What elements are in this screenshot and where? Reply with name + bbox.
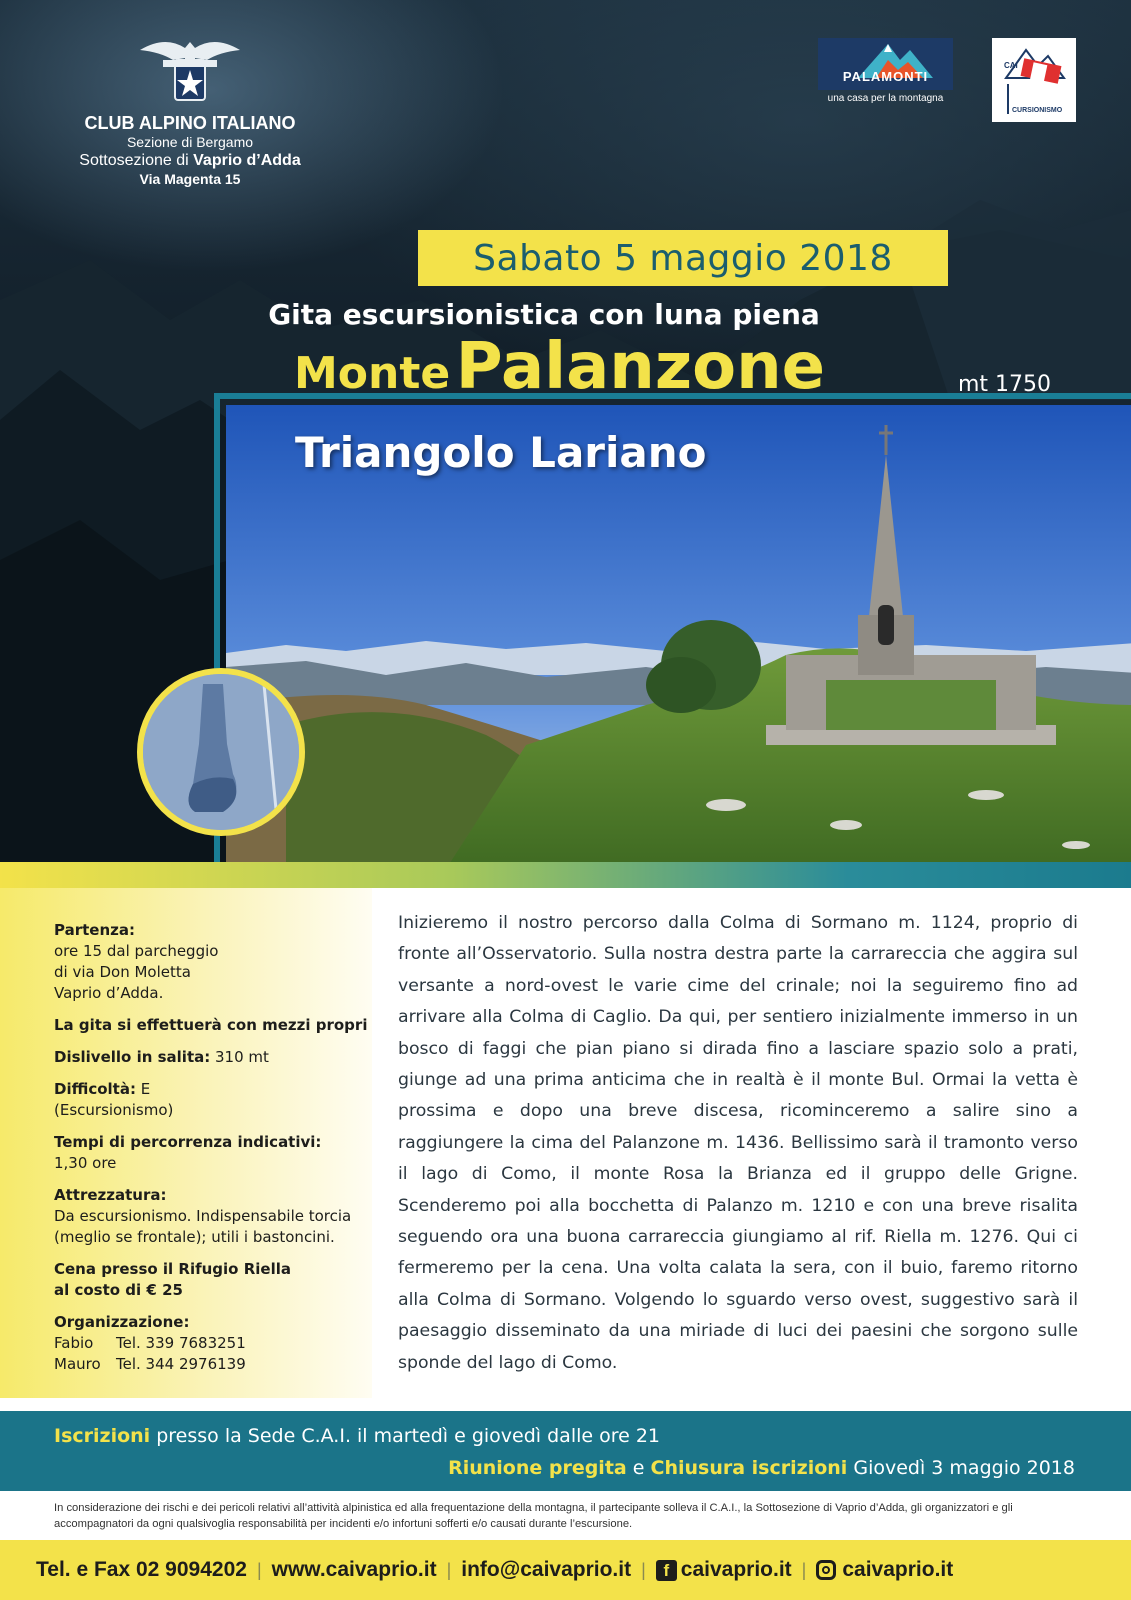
org-subsection: Sottosezione di Vaprio d’Adda	[79, 152, 301, 169]
org-section: Sezione di Bergamo	[126, 134, 254, 150]
dislivello-info: Dislivello in salita: 310 mt	[54, 1048, 269, 1066]
registration-banner	[0, 1411, 1131, 1491]
separator: |	[641, 1559, 646, 1580]
svg-text:CURSIONISMO: CURSIONISMO	[1012, 107, 1063, 114]
facebook-link[interactable]: caivaprio.it	[680, 1558, 792, 1581]
palamonti-logo: PALAMONTI una casa per la montagna	[818, 38, 953, 110]
organizzazione-info: Organizzazione: Fabio Tel. 339 7683251 Mauro Tel. 344 2976139	[54, 1312, 372, 1375]
event-title-big: Palanzone	[455, 330, 826, 404]
difficolta-info: Difficoltà: E (Escursionismo)	[54, 1080, 174, 1119]
cai-escursionismo-logo	[992, 38, 1076, 122]
route-description: Inizieremo il nostro percorso dalla Colma di Sormano m. 1124, proprio di fronte all’Osservatorio. Sulla nostra destra parte la carrareccia che aggira sul versante a nord-ovest le varie cime del crinale; noi la seguiremo fino ad arrivare alla Colma di Caglio. Da qui, per sentiero inizialmente immerso in un bosco di faggi che pian piano si dirada fino a lasciare spazio solo a prati, giunge ad una prima anticima che in realtà è il monte Bul. Ormai la vetta è prossima e dopo una breve discesa, ricominceremo a salire sino a raggiungere la cima del Palanzone m. 1436. Bellissimo sarà il tramonto verso il lago di Como, il monte Rosa la Brianza ed il gruppo delle Grigne. Scenderemo poi alla bocchetta di Palanzo m. 1210 e con una breve risalita seguendo ora una buona carrareccia giungiamo al rif. Riella m. 1276. Qui ci fermeremo per la cena. Una volta calata la sera, con il buio, faremo ritorno alla Colma di Sormano. Volgendo lo sguardo verso ovest, suggestivo sarà il paesaggio disseminato da una miriade di luci dei paesini che sorgono sulle sponde del lago di Como.	[398, 913, 1078, 1373]
event-area: Triangolo Lariano	[295, 428, 707, 477]
separator: |	[801, 1559, 807, 1580]
cai-header-block	[40, 30, 340, 188]
event-title-small: Monte	[294, 348, 451, 399]
tempi-info: Tempi di percorrenza indicativi: 1,30 ore	[54, 1133, 322, 1172]
palamonti-tagline: una casa per la montagna	[827, 93, 944, 104]
attrezzatura-info: Attrezzatura: Da escursionismo. Indispensabile torcia (meglio se frontale); utili i bastoncini.	[54, 1186, 352, 1246]
event-altitude: mt 1750	[958, 372, 1052, 397]
color-band	[0, 862, 1131, 888]
instagram-link[interactable]: caivaprio.it	[842, 1558, 954, 1581]
org-name: CLUB ALPINO ITALIANO	[84, 113, 296, 133]
cai-eagle-emblem-icon	[135, 30, 245, 105]
separator: |	[256, 1559, 262, 1580]
org-address: Via Magenta 15	[139, 171, 241, 187]
info-sidebar	[0, 888, 372, 1398]
cena-info: Cena presso il Rifugio Riella al costo di € 25	[54, 1260, 291, 1299]
contact-row: Fabio Tel. 339 7683251	[54, 1334, 246, 1352]
contact-row: Mauro Tel. 344 2976139	[54, 1355, 246, 1373]
event-subtitle: Gita escursionistica con luna piena	[268, 298, 820, 331]
event-date-box	[418, 230, 948, 286]
registration-line: Iscrizioni presso la Sede C.A.I. il martedì e giovedì dalle ore 21	[54, 1425, 661, 1447]
hiker-boot-image	[137, 668, 305, 836]
event-date: Sabato 5 maggio 2018	[473, 237, 893, 279]
partenza-info: Partenza: ore 15 dal parcheggio di via Don Moletta Vaprio d’Adda.	[54, 921, 219, 1002]
instagram-icon	[816, 1560, 836, 1580]
closing-line: Riunione pregita e Chiusura iscrizioni Giovedì 3 maggio 2018	[448, 1457, 1075, 1479]
facebook-icon: f	[656, 1560, 677, 1581]
disclaimer-text: In considerazione dei rischi e dei pericoli relativi all’attività alpinistica ed alla frequentazione della montagna, il partecipante solleva il C.A.I., la Sottosezione di Vaprio d’Adda, gli organizzatori e gli accompagnatori da ogni qualsivoglia responsabilità per incidenti e/o infortuni sofferti e/o causati durante l’escursione.	[54, 1502, 1013, 1530]
separator: |	[446, 1559, 452, 1580]
phone-fax: Tel. e Fax 02 9094202	[36, 1558, 247, 1581]
contact-bar	[0, 1540, 1131, 1600]
mezzi-info: La gita si effettuerà con mezzi propri	[54, 1016, 368, 1034]
website-link[interactable]: www.caivaprio.it	[271, 1558, 437, 1581]
svg-text:CAI: CAI	[1004, 61, 1018, 70]
email-link[interactable]: info@caivaprio.it	[461, 1558, 632, 1581]
